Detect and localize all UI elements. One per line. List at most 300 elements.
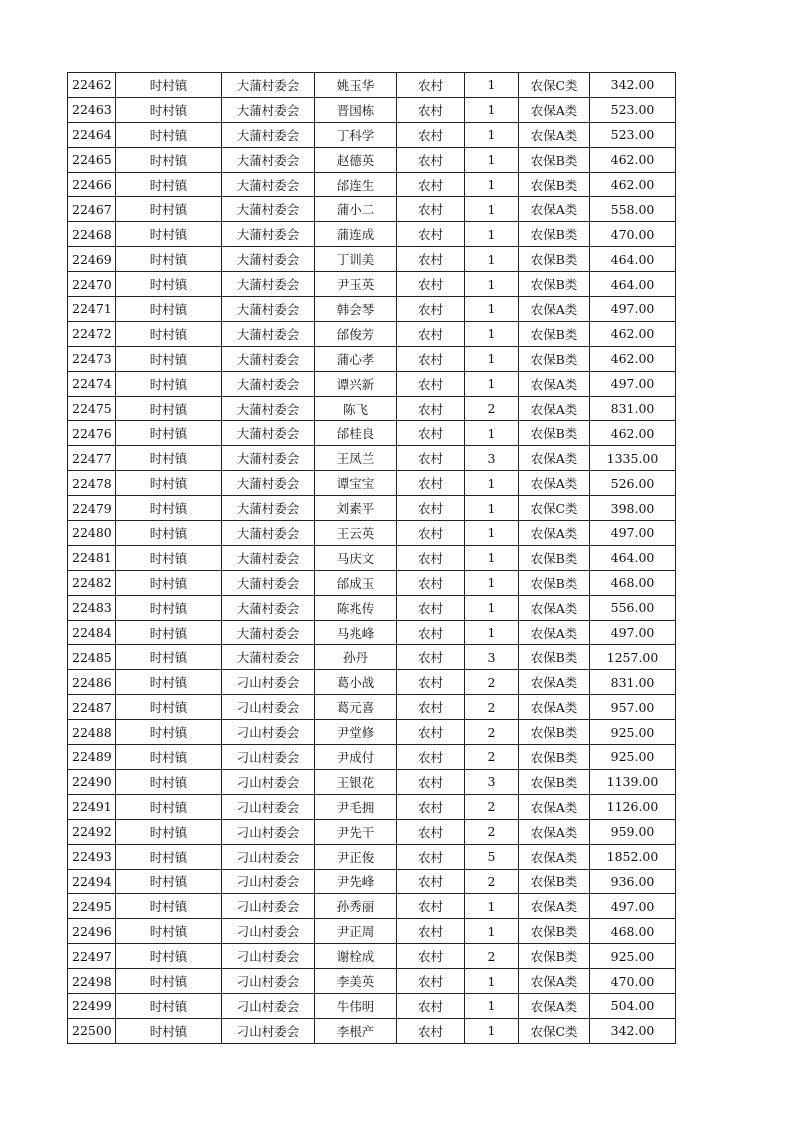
amount-cell: 462.00 [590,321,676,346]
insurance-category-cell: 农保B类 [519,247,590,272]
member-count-cell: 2 [465,745,519,770]
record-id-cell: 22496 [68,919,116,944]
insurance-category-cell: 农保C类 [519,496,590,521]
member-count-cell: 2 [465,944,519,969]
household-type-cell: 农村 [397,720,465,745]
amount-cell: 462.00 [590,172,676,197]
table-row [68,794,676,819]
town-cell: 时村镇 [116,122,222,147]
amount-cell: 398.00 [590,496,676,521]
table-row [68,894,676,919]
village-committee-cell: 大蒲村委会 [222,620,315,645]
person-name-cell: 蒲连成 [315,222,397,247]
record-id-cell: 22485 [68,645,116,670]
table-row [68,496,676,521]
record-id-cell: 22467 [68,197,116,222]
table-row [68,297,676,322]
village-committee-cell: 大蒲村委会 [222,272,315,297]
insurance-category-cell: 农保A类 [519,396,590,421]
person-name-cell: 陈兆传 [315,595,397,620]
town-cell: 时村镇 [116,222,222,247]
village-committee-cell: 大蒲村委会 [222,222,315,247]
insurance-category-cell: 农保B类 [519,321,590,346]
table-row [68,969,676,994]
record-id-cell: 22488 [68,720,116,745]
village-committee-cell: 大蒲村委会 [222,97,315,122]
member-count-cell: 1 [465,147,519,172]
household-type-cell: 农村 [397,73,465,98]
household-type-cell: 农村 [397,869,465,894]
amount-cell: 462.00 [590,147,676,172]
person-name-cell: 尹正俊 [315,844,397,869]
town-cell: 时村镇 [116,819,222,844]
record-id-cell: 22464 [68,122,116,147]
table-row [68,695,676,720]
village-committee-cell: 刁山村委会 [222,844,315,869]
amount-cell: 468.00 [590,919,676,944]
village-committee-cell: 刁山村委会 [222,720,315,745]
member-count-cell: 1 [465,1018,519,1043]
record-id-cell: 22468 [68,222,116,247]
person-name-cell: 丁科学 [315,122,397,147]
insurance-category-cell: 农保A类 [519,97,590,122]
person-name-cell: 谢栓成 [315,944,397,969]
amount-cell: 464.00 [590,272,676,297]
household-type-cell: 农村 [397,670,465,695]
village-committee-cell: 刁山村委会 [222,695,315,720]
member-count-cell: 2 [465,794,519,819]
insurance-category-cell: 农保A类 [519,471,590,496]
table-row [68,197,676,222]
table-row [68,819,676,844]
household-type-cell: 农村 [397,595,465,620]
town-cell: 时村镇 [116,993,222,1018]
village-committee-cell: 大蒲村委会 [222,346,315,371]
amount-cell: 1257.00 [590,645,676,670]
record-id-cell: 22476 [68,421,116,446]
household-type-cell: 农村 [397,297,465,322]
table-row [68,521,676,546]
record-id-cell: 22490 [68,769,116,794]
table-row [68,73,676,98]
member-count-cell: 2 [465,396,519,421]
person-name-cell: 晋国栋 [315,97,397,122]
table-row [68,620,676,645]
record-id-cell: 22477 [68,446,116,471]
person-name-cell: 马庆文 [315,545,397,570]
insurance-category-cell: 农保C类 [519,1018,590,1043]
member-count-cell: 3 [465,446,519,471]
household-type-cell: 农村 [397,545,465,570]
member-count-cell: 1 [465,496,519,521]
town-cell: 时村镇 [116,869,222,894]
amount-cell: 497.00 [590,521,676,546]
amount-cell: 497.00 [590,894,676,919]
household-type-cell: 农村 [397,993,465,1018]
amount-cell: 831.00 [590,396,676,421]
village-committee-cell: 大蒲村委会 [222,521,315,546]
insurance-category-cell: 农保A类 [519,844,590,869]
record-id-cell: 22463 [68,97,116,122]
member-count-cell: 1 [465,620,519,645]
village-committee-cell: 大蒲村委会 [222,645,315,670]
insurance-category-cell: 农保B类 [519,346,590,371]
member-count-cell: 2 [465,695,519,720]
village-committee-cell: 刁山村委会 [222,819,315,844]
person-name-cell: 王银花 [315,769,397,794]
table-body [68,73,676,1044]
amount-cell: 957.00 [590,695,676,720]
town-cell: 时村镇 [116,346,222,371]
table-row [68,396,676,421]
household-type-cell: 农村 [397,819,465,844]
town-cell: 时村镇 [116,446,222,471]
town-cell: 时村镇 [116,670,222,695]
household-type-cell: 农村 [397,844,465,869]
town-cell: 时村镇 [116,745,222,770]
household-type-cell: 农村 [397,969,465,994]
household-type-cell: 农村 [397,147,465,172]
household-type-cell: 农村 [397,421,465,446]
insurance-category-cell: 农保C类 [519,73,590,98]
member-count-cell: 1 [465,969,519,994]
insurance-category-cell: 农保A类 [519,122,590,147]
record-id-cell: 22481 [68,545,116,570]
record-id-cell: 22493 [68,844,116,869]
person-name-cell: 丁训美 [315,247,397,272]
amount-cell: 470.00 [590,969,676,994]
member-count-cell: 1 [465,297,519,322]
record-id-cell: 22491 [68,794,116,819]
table-row [68,869,676,894]
table-row [68,595,676,620]
member-count-cell: 1 [465,919,519,944]
town-cell: 时村镇 [116,620,222,645]
insurance-category-cell: 农保B类 [519,645,590,670]
member-count-cell: 1 [465,570,519,595]
amount-cell: 925.00 [590,745,676,770]
amount-cell: 523.00 [590,97,676,122]
town-cell: 时村镇 [116,695,222,720]
person-name-cell: 韩会琴 [315,297,397,322]
member-count-cell: 1 [465,346,519,371]
town-cell: 时村镇 [116,147,222,172]
table-row [68,421,676,446]
insurance-category-cell: 农保B类 [519,919,590,944]
town-cell: 时村镇 [116,73,222,98]
village-committee-cell: 刁山村委会 [222,769,315,794]
table-row [68,471,676,496]
insurance-category-cell: 农保A类 [519,695,590,720]
table-row [68,1018,676,1043]
amount-cell: 1139.00 [590,769,676,794]
table-row [68,346,676,371]
village-committee-cell: 大蒲村委会 [222,321,315,346]
insurance-category-cell: 农保A类 [519,371,590,396]
insurance-category-cell: 农保A类 [519,446,590,471]
person-name-cell: 孙丹 [315,645,397,670]
member-count-cell: 1 [465,97,519,122]
record-id-cell: 22475 [68,396,116,421]
record-id-cell: 22494 [68,869,116,894]
person-name-cell: 王云英 [315,521,397,546]
member-count-cell: 3 [465,645,519,670]
amount-cell: 1335.00 [590,446,676,471]
person-name-cell: 陈飞 [315,396,397,421]
table-row [68,919,676,944]
member-count-cell: 2 [465,670,519,695]
village-committee-cell: 大蒲村委会 [222,545,315,570]
person-name-cell: 邰连生 [315,172,397,197]
member-count-cell: 1 [465,894,519,919]
insurance-category-cell: 农保A类 [519,670,590,695]
household-type-cell: 农村 [397,521,465,546]
village-committee-cell: 大蒲村委会 [222,471,315,496]
table-row [68,993,676,1018]
person-name-cell: 尹正周 [315,919,397,944]
table-row [68,769,676,794]
person-name-cell: 尹玉英 [315,272,397,297]
insurance-category-cell: 农保B类 [519,222,590,247]
table-row [68,670,676,695]
table-row [68,745,676,770]
insurance-category-cell: 农保B类 [519,869,590,894]
table-row [68,446,676,471]
town-cell: 时村镇 [116,794,222,819]
insurance-category-cell: 农保A类 [519,894,590,919]
village-committee-cell: 大蒲村委会 [222,247,315,272]
member-count-cell: 1 [465,222,519,247]
amount-cell: 959.00 [590,819,676,844]
person-name-cell: 刘素平 [315,496,397,521]
insurance-category-cell: 农保A类 [519,819,590,844]
member-count-cell: 1 [465,471,519,496]
amount-cell: 523.00 [590,122,676,147]
village-committee-cell: 刁山村委会 [222,944,315,969]
table-row [68,147,676,172]
person-name-cell: 谭宝宝 [315,471,397,496]
town-cell: 时村镇 [116,944,222,969]
member-count-cell: 1 [465,595,519,620]
amount-cell: 497.00 [590,297,676,322]
amount-cell: 497.00 [590,371,676,396]
town-cell: 时村镇 [116,595,222,620]
records-table [67,72,676,1044]
household-type-cell: 农村 [397,122,465,147]
town-cell: 时村镇 [116,172,222,197]
household-type-cell: 农村 [397,247,465,272]
record-id-cell: 22478 [68,471,116,496]
town-cell: 时村镇 [116,570,222,595]
table-row [68,172,676,197]
village-committee-cell: 刁山村委会 [222,670,315,695]
person-name-cell: 李根产 [315,1018,397,1043]
member-count-cell: 2 [465,720,519,745]
village-committee-cell: 大蒲村委会 [222,446,315,471]
member-count-cell: 1 [465,521,519,546]
town-cell: 时村镇 [116,272,222,297]
person-name-cell: 马兆峰 [315,620,397,645]
table-row [68,844,676,869]
village-committee-cell: 大蒲村委会 [222,197,315,222]
record-id-cell: 22474 [68,371,116,396]
record-id-cell: 22484 [68,620,116,645]
person-name-cell: 蒲心孝 [315,346,397,371]
household-type-cell: 农村 [397,794,465,819]
insurance-category-cell: 农保B类 [519,172,590,197]
household-type-cell: 农村 [397,894,465,919]
insurance-category-cell: 农保B类 [519,944,590,969]
town-cell: 时村镇 [116,321,222,346]
record-id-cell: 22489 [68,745,116,770]
town-cell: 时村镇 [116,197,222,222]
record-id-cell: 22465 [68,147,116,172]
village-committee-cell: 大蒲村委会 [222,496,315,521]
insurance-category-cell: 农保A类 [519,297,590,322]
record-id-cell: 22469 [68,247,116,272]
record-id-cell: 22480 [68,521,116,546]
member-count-cell: 1 [465,371,519,396]
member-count-cell: 2 [465,819,519,844]
person-name-cell: 谭兴新 [315,371,397,396]
household-type-cell: 农村 [397,97,465,122]
record-id-cell: 22482 [68,570,116,595]
village-committee-cell: 刁山村委会 [222,745,315,770]
village-committee-cell: 刁山村委会 [222,894,315,919]
insurance-category-cell: 农保B类 [519,720,590,745]
record-id-cell: 22462 [68,73,116,98]
amount-cell: 342.00 [590,1018,676,1043]
record-id-cell: 22499 [68,993,116,1018]
household-type-cell: 农村 [397,446,465,471]
person-name-cell: 尹成付 [315,745,397,770]
record-id-cell: 22487 [68,695,116,720]
member-count-cell: 5 [465,844,519,869]
person-name-cell: 牛伟明 [315,993,397,1018]
table-row [68,222,676,247]
member-count-cell: 1 [465,122,519,147]
person-name-cell: 葛小战 [315,670,397,695]
village-committee-cell: 大蒲村委会 [222,122,315,147]
record-id-cell: 22483 [68,595,116,620]
amount-cell: 925.00 [590,720,676,745]
table-row [68,371,676,396]
amount-cell: 468.00 [590,570,676,595]
insurance-category-cell: 农保A类 [519,521,590,546]
household-type-cell: 农村 [397,645,465,670]
town-cell: 时村镇 [116,969,222,994]
member-count-cell: 1 [465,545,519,570]
record-id-cell: 22472 [68,321,116,346]
town-cell: 时村镇 [116,769,222,794]
town-cell: 时村镇 [116,545,222,570]
person-name-cell: 邰成玉 [315,570,397,595]
village-committee-cell: 刁山村委会 [222,993,315,1018]
amount-cell: 526.00 [590,471,676,496]
amount-cell: 925.00 [590,944,676,969]
town-cell: 时村镇 [116,720,222,745]
member-count-cell: 1 [465,272,519,297]
insurance-category-cell: 农保B类 [519,272,590,297]
household-type-cell: 农村 [397,1018,465,1043]
village-committee-cell: 刁山村委会 [222,869,315,894]
household-type-cell: 农村 [397,944,465,969]
table-row [68,247,676,272]
person-name-cell: 邰俊芳 [315,321,397,346]
amount-cell: 936.00 [590,869,676,894]
insurance-category-cell: 农保B类 [519,147,590,172]
person-name-cell: 尹毛拥 [315,794,397,819]
amount-cell: 462.00 [590,421,676,446]
town-cell: 时村镇 [116,97,222,122]
member-count-cell: 1 [465,321,519,346]
record-id-cell: 22466 [68,172,116,197]
village-committee-cell: 刁山村委会 [222,919,315,944]
record-id-cell: 22479 [68,496,116,521]
village-committee-cell: 大蒲村委会 [222,297,315,322]
table-row [68,720,676,745]
household-type-cell: 农村 [397,222,465,247]
household-type-cell: 农村 [397,471,465,496]
person-name-cell: 尹堂修 [315,720,397,745]
household-type-cell: 农村 [397,371,465,396]
insurance-category-cell: 农保A类 [519,197,590,222]
record-id-cell: 22486 [68,670,116,695]
household-type-cell: 农村 [397,272,465,297]
table-row [68,570,676,595]
town-cell: 时村镇 [116,371,222,396]
insurance-category-cell: 农保A类 [519,794,590,819]
village-committee-cell: 大蒲村委会 [222,421,315,446]
household-type-cell: 农村 [397,620,465,645]
insurance-category-cell: 农保B类 [519,745,590,770]
town-cell: 时村镇 [116,919,222,944]
member-count-cell: 2 [465,869,519,894]
amount-cell: 1126.00 [590,794,676,819]
town-cell: 时村镇 [116,645,222,670]
person-name-cell: 尹先峰 [315,869,397,894]
member-count-cell: 1 [465,172,519,197]
town-cell: 时村镇 [116,496,222,521]
village-committee-cell: 大蒲村委会 [222,570,315,595]
record-id-cell: 22492 [68,819,116,844]
town-cell: 时村镇 [116,421,222,446]
insurance-category-cell: 农保A类 [519,969,590,994]
member-count-cell: 3 [465,769,519,794]
person-name-cell: 孙秀丽 [315,894,397,919]
town-cell: 时村镇 [116,521,222,546]
town-cell: 时村镇 [116,1018,222,1043]
amount-cell: 462.00 [590,346,676,371]
insurance-category-cell: 农保A类 [519,993,590,1018]
record-id-cell: 22498 [68,969,116,994]
amount-cell: 558.00 [590,197,676,222]
household-type-cell: 农村 [397,745,465,770]
person-name-cell: 王凤兰 [315,446,397,471]
town-cell: 时村镇 [116,396,222,421]
household-type-cell: 农村 [397,695,465,720]
village-committee-cell: 刁山村委会 [222,794,315,819]
table-row [68,272,676,297]
amount-cell: 556.00 [590,595,676,620]
amount-cell: 504.00 [590,993,676,1018]
town-cell: 时村镇 [116,844,222,869]
record-id-cell: 22495 [68,894,116,919]
town-cell: 时村镇 [116,297,222,322]
record-id-cell: 22471 [68,297,116,322]
household-type-cell: 农村 [397,496,465,521]
insurance-category-cell: 农保B类 [519,545,590,570]
